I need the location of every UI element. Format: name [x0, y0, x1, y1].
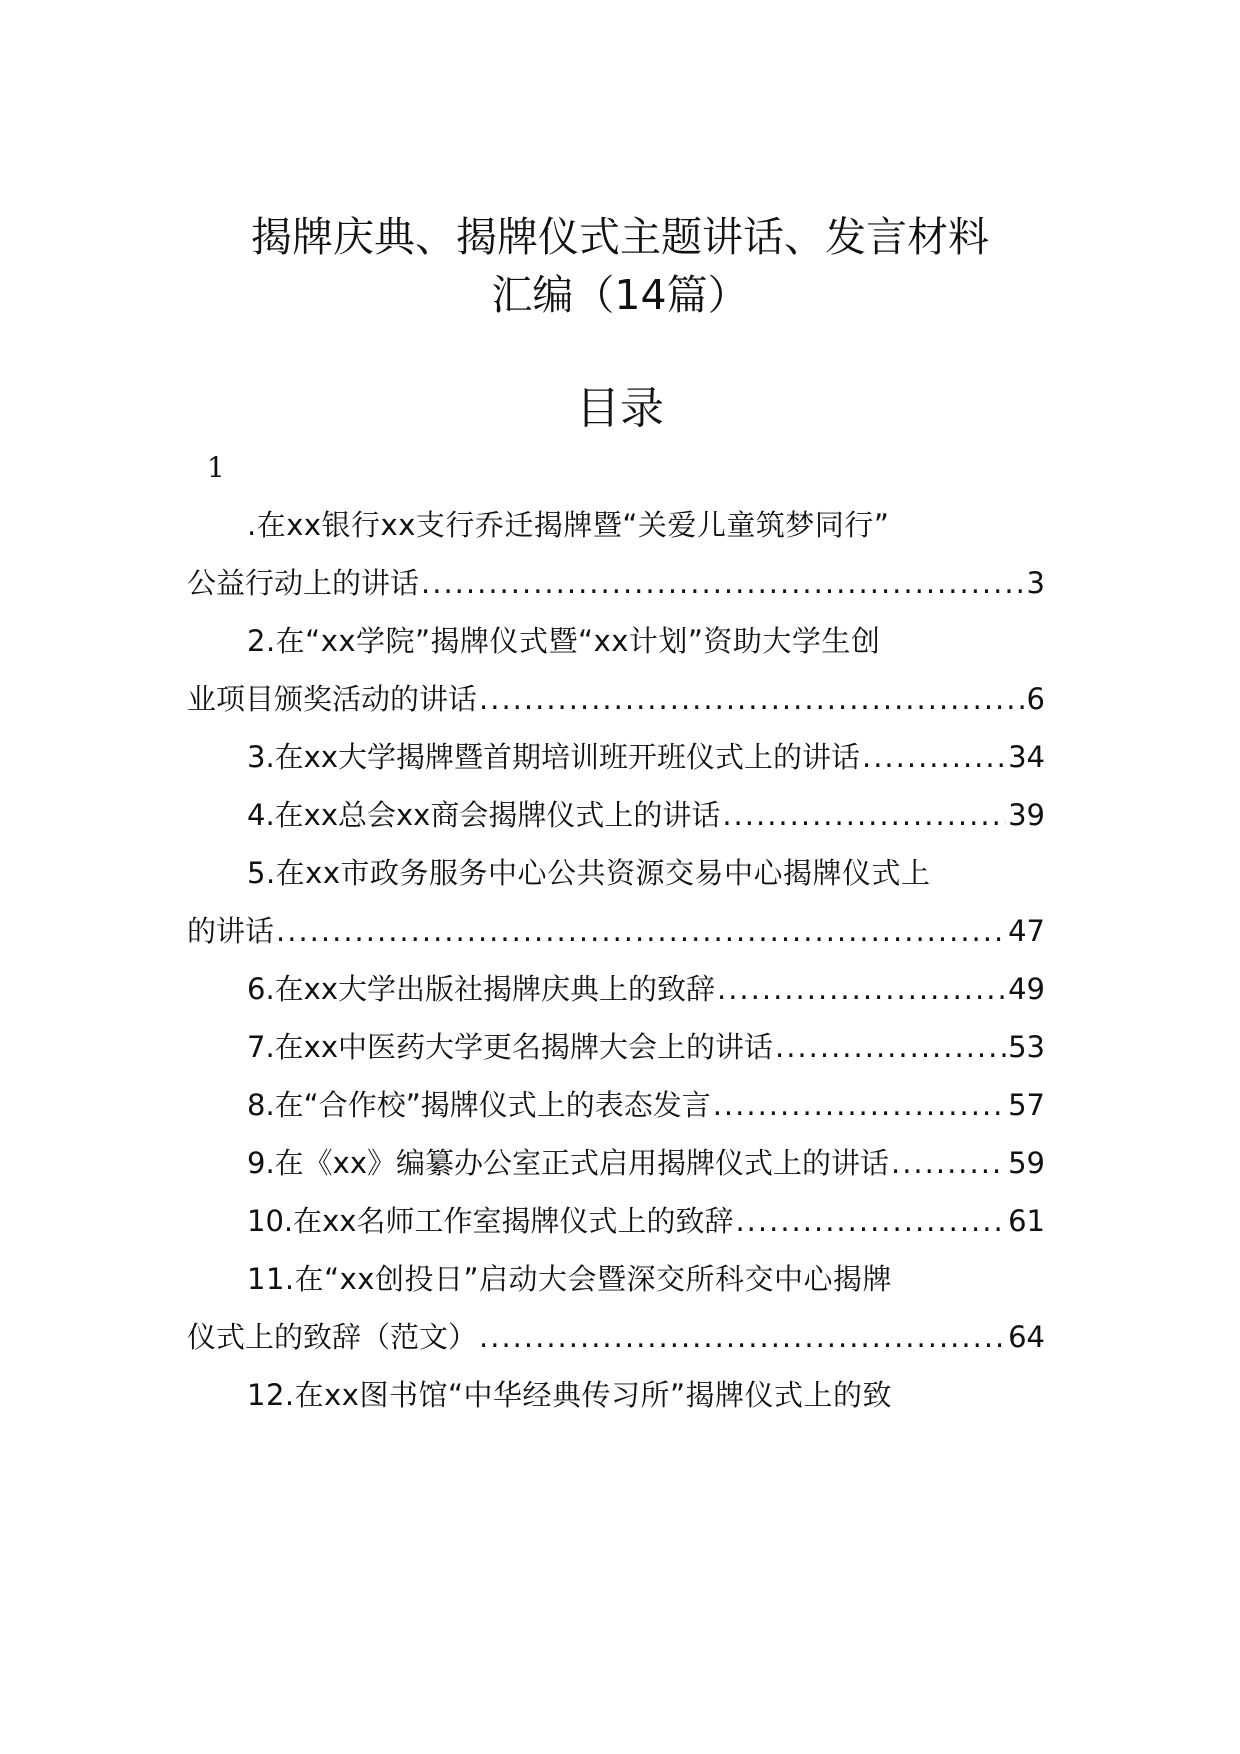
toc-entry[interactable]: [187, 612, 1045, 728]
document-title-line-2: 汇编（14篇）: [491, 271, 749, 319]
dot-leader: [862, 728, 1006, 786]
dot-leader: [276, 902, 1006, 960]
toc-page-number: 47: [1008, 914, 1045, 948]
toc-entry-title: 公益行动上的讲话: [187, 566, 420, 600]
dot-leader: [713, 1076, 1006, 1134]
toc-entry-title: 9.在《xx》编纂办公室正式启用揭牌仪式上的讲话: [247, 1146, 889, 1180]
table-of-contents: [187, 496, 1045, 1424]
toc-entry[interactable]: [187, 728, 1045, 786]
toc-entry[interactable]: [187, 1134, 1045, 1192]
dot-leader: [775, 1018, 1006, 1076]
toc-page-number: 39: [1008, 798, 1045, 832]
toc-entry[interactable]: [187, 844, 1045, 960]
toc-page-number: 49: [1008, 972, 1045, 1006]
dot-leader: [891, 1134, 1006, 1192]
toc-page-number: 64: [1008, 1320, 1045, 1354]
toc-entry-title: 10.在xx名师工作室揭牌仪式上的致辞: [247, 1204, 734, 1238]
toc-page-number: 3: [1026, 566, 1045, 600]
toc-entry-title: 11.在“xx创投日”启动大会暨深交所科交中心揭牌: [247, 1262, 892, 1296]
toc-entry-title: 2.在“xx学院”揭牌仪式暨“xx计划”资助大学生创: [247, 624, 881, 658]
toc-entry[interactable]: [187, 1018, 1045, 1076]
toc-entry-title: 8.在“合作校”揭牌仪式上的表态发言: [247, 1088, 711, 1122]
toc-entry-title: 6.在xx大学出版社揭牌庆典上的致辞: [247, 972, 715, 1006]
toc-page-number: 59: [1008, 1146, 1045, 1180]
toc-entry[interactable]: [187, 1076, 1045, 1134]
toc-entry-title: 3.在xx大学揭牌暨首期培训班开班仪式上的讲话: [247, 740, 860, 774]
toc-entry[interactable]: [187, 496, 1045, 612]
toc-entry-title: 7.在xx中医药大学更名揭牌大会上的讲话: [247, 1030, 773, 1064]
toc-entry[interactable]: [187, 1366, 1045, 1424]
stray-number: 1: [207, 451, 225, 484]
toc-entry[interactable]: [187, 960, 1045, 1018]
toc-entry-title: 4.在xx总会xx商会揭牌仪式上的讲话: [247, 798, 721, 832]
toc-entry-title: 仪式上的致辞（范文）: [187, 1320, 478, 1354]
dot-leader: [722, 786, 1006, 844]
dot-leader: [717, 960, 1006, 1018]
toc-entry-title: 5.在xx市政务服务中心公共资源交易中心揭牌仪式上: [247, 856, 931, 890]
toc-page-number: 57: [1008, 1088, 1045, 1122]
toc-entry-title: 业项目颁奖活动的讲话: [187, 682, 478, 716]
toc-entry[interactable]: [187, 1192, 1045, 1250]
document-title-line-1: 揭牌庆典、揭牌仪式主题讲话、发言材料: [251, 213, 989, 261]
toc-entry-title: 12.在xx图书馆“中华经典传习所”揭牌仪式上的致: [247, 1378, 892, 1412]
toc-page-number: 61: [1008, 1204, 1045, 1238]
toc-entry[interactable]: [187, 786, 1045, 844]
toc-entry[interactable]: [187, 1250, 1045, 1366]
dot-leader: [479, 670, 1025, 728]
dot-leader: [421, 554, 1025, 612]
dot-leader: [479, 1308, 1006, 1366]
toc-page-number: 6: [1026, 682, 1045, 716]
toc-heading: 目录: [576, 383, 664, 434]
toc-page-number: 53: [1008, 1030, 1045, 1064]
dot-leader: [735, 1192, 1006, 1250]
toc-page-number: 34: [1008, 740, 1045, 774]
toc-entry-title: .在xx银行xx支行乔迁揭牌暨“关爱儿童筑梦同行”: [247, 508, 890, 542]
toc-entry-title: 的讲话: [187, 914, 275, 948]
